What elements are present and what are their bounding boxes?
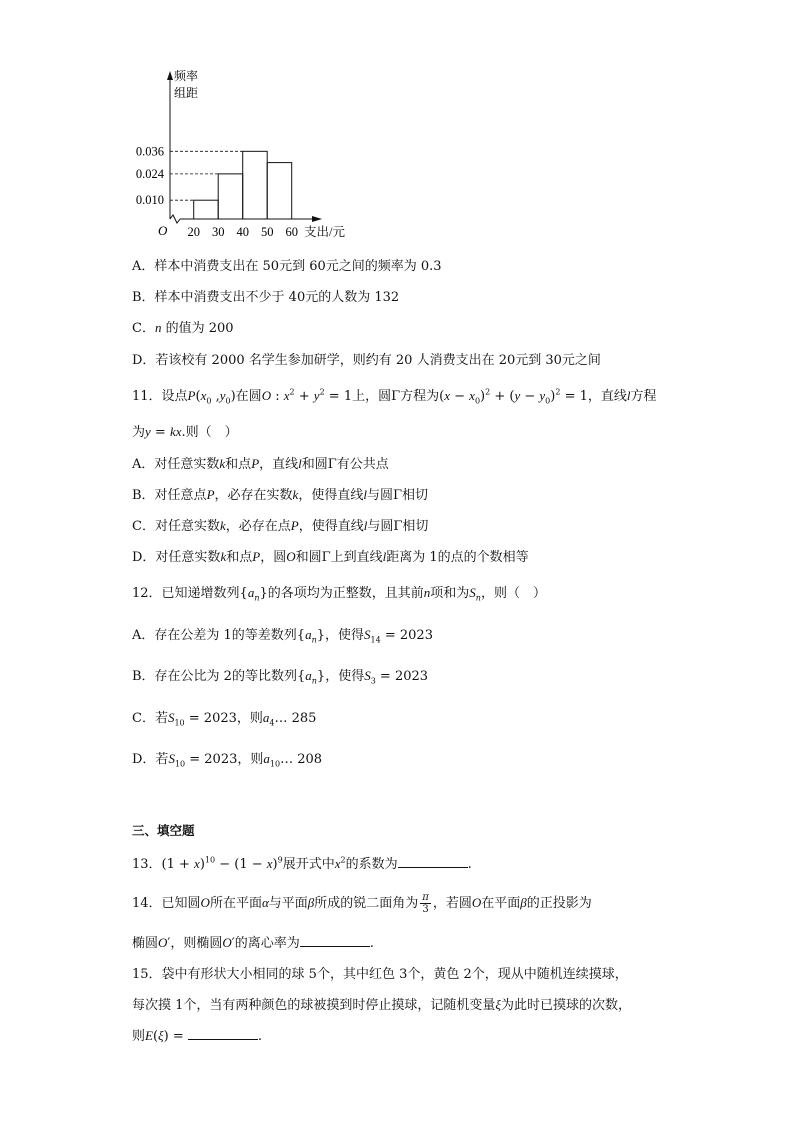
y-axis-arrow — [167, 71, 173, 80]
q11-option-a: A．对任意实数k和点P，直线l和圆Γ有公共点 — [132, 456, 389, 472]
q10-option-a: A．样本中消费支出在 50元到 60元之间的频率为 0.3 — [132, 259, 442, 274]
y-tick-label: 0.010 — [135, 193, 164, 208]
q12-stem: 12．已知递增数列$\{a_n\}$的各项均为正整数，且其前n项和为$S_n$，则（ ） — [132, 585, 546, 603]
q12-option-d: D．若$S_{10} = 2023$，则$a_{10}\dots$ 208 — [132, 751, 323, 769]
answer-blank[interactable] — [398, 855, 468, 868]
x-axis-arrow — [312, 216, 322, 222]
q10-option-b: B．样本中消费支出不少于 40元的人数为 132 — [132, 290, 400, 305]
q13-stem: 13．$(1 + x)^{10} - (1 - x)^9$展开式中$x^2$的系数为 . — [132, 855, 472, 872]
q10-option-c: C．n 的值为 200 — [132, 320, 234, 336]
answer-blank[interactable] — [300, 934, 370, 947]
q15-stem-line3: 则E(ξ) = . — [132, 1028, 263, 1044]
q11-option-c: C．对任意实数k，必存在点P，使得直线l与圆Γ相切 — [132, 518, 429, 534]
answer-blank[interactable] — [188, 1027, 258, 1040]
q11-option-b: B．对任意点P，必存在实数k，使得直线l与圆Γ相切 — [132, 487, 428, 503]
x-tick-label: 30 — [211, 225, 225, 239]
q11-stem-line2: 为y = kx.则（ ） — [132, 424, 238, 440]
axis-break-mark — [170, 215, 180, 223]
pi-over-3-fraction: $\frac{\pi}{3}$ — [422, 892, 429, 915]
q12-option-b: B．存在公比为 2的等比数列$\{a_n\}$，使得$S_3 = 2023$ — [132, 668, 429, 686]
y-axis-label-top: 频率 — [174, 69, 199, 83]
x-axis-label: 支出/元 — [304, 225, 345, 239]
q15-stem-line1: 15．袋中有形状大小相同的球 5个，其中红色 3个，黄色 2个，现从中随机连续摸球， — [132, 967, 628, 982]
q11-option-d: D．对任意实数k和点P，圆O和圆Γ上到直线l距离为 1的点的个数相等 — [132, 549, 529, 565]
y-tick-label: 0.036 — [135, 144, 164, 159]
q15-stem-line2: 每次摸 1个，当有两种颜色的球被摸到时停止摸球，记随机变量ξ为此时已摸球的次数， — [132, 997, 631, 1013]
histogram-bar — [194, 200, 219, 219]
origin-label: O — [158, 223, 168, 238]
q14-stem-line1: 14．已知圆O所在平面α与平面β所成的锐二面角为 $\frac{\pi}{3}$ ，若圆O在平面β的正投影为 — [132, 892, 592, 915]
y-axis-label-bottom: 组距 — [174, 86, 199, 100]
x-tick-label: 50 — [260, 225, 274, 239]
q11-stem-line1: 11．设点$P(x_0$ $,y_0$)在圆O : $x^2 + y^2 = 1$上，圆Γ方程为$(x - x_0)^2 + (y - y_0)^2 = 1$，直线l方程 — [132, 387, 657, 406]
x-tick-label: 40 — [236, 225, 249, 239]
q12-option-a: A．存在公差为 1的等差数列$\{a_n\}$，使得$S_{14} = 2023$ — [132, 627, 433, 645]
x-tick-label: 60 — [285, 225, 298, 239]
section-heading: 三、填空题 — [132, 823, 195, 838]
histogram-bar — [243, 151, 268, 219]
y-tick-label: 0.024 — [135, 166, 164, 181]
histogram-bar — [218, 174, 243, 219]
q12-option-c: C．若$S_{10} = 2023$，则$a_4\dots$ 285 — [132, 710, 317, 728]
x-tick-label: 20 — [187, 225, 200, 239]
q14-stem-line2: 椭圆O′，则椭圆O′的离心率为 . — [132, 935, 374, 951]
histogram-bar — [267, 163, 292, 219]
q10-option-d: D．若该校有 2000 名学生参加研学，则约有 20 人消费支出在 20元到 30元之间 — [132, 353, 601, 368]
